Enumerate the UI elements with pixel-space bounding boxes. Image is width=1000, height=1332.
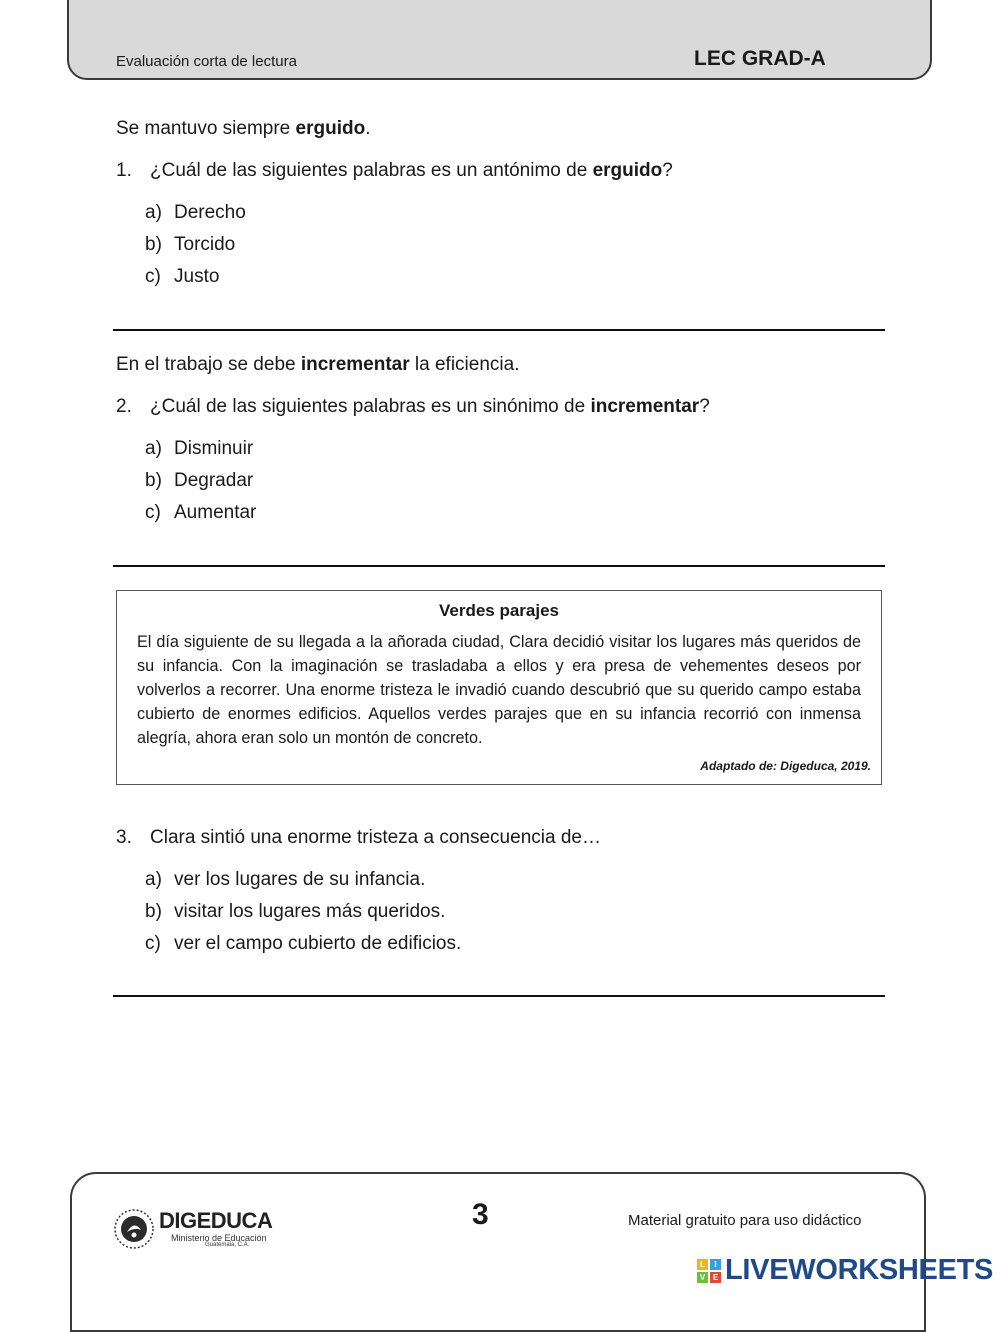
q1-stem: Se mantuvo siempre erguido. xyxy=(116,118,371,139)
q1-option-a[interactable]: a) Derecho xyxy=(145,202,246,223)
header-code: LEC GRAD-A xyxy=(694,47,826,70)
reading-box xyxy=(116,590,882,785)
reading-title: Verdes parajes xyxy=(438,601,560,620)
q2-option-b[interactable]: b) Degradar xyxy=(145,470,254,491)
reading-text: El día siguiente de su llegada a la añorada ciudad, Clara decidió visitar los lugares más queridos de su infancia. Con la imaginación se trasladaba a ellos y era presa de vehementes deseos por volverlos a recorrer. Una enorme tristeza le invadió cuando descubrió que su querido campo estaba cubierto de enormes edificios. Aquellos verdes parajes que en su infancia recorrió con inmensa alegría, ahora eran solo un montón de concreto. xyxy=(137,633,861,747)
q2-option-c[interactable]: c) Aumentar xyxy=(145,502,257,523)
reading-source: Adaptado de: Digeduca, 2019. xyxy=(700,759,871,773)
q1-option-c[interactable]: c) Justo xyxy=(145,266,220,287)
divider xyxy=(113,995,885,997)
q2-question: 2. ¿Cuál de las siguientes palabras es un sinónimo de incrementar? xyxy=(116,396,710,417)
digeduca-logo: DIGEDUCA Ministerio de Educación Guatemala, C.A. xyxy=(113,1204,288,1254)
q3-question: 3. Clara sintió una enorme tristeza a consecuencia de… xyxy=(116,827,601,848)
divider xyxy=(113,329,885,331)
q2-stem: En el trabajo se debe incrementar la eficiencia. xyxy=(116,354,520,375)
q2-option-a[interactable]: a) Disminuir xyxy=(145,438,254,459)
divider xyxy=(113,565,885,567)
q3-option-b[interactable]: b) visitar los lugares más queridos. xyxy=(145,901,446,922)
q1-option-b[interactable]: b) Torcido xyxy=(145,234,236,255)
liveworksheets-watermark: L I V E LIVEWORKSHEETS xyxy=(697,1255,997,1287)
liveworksheets-logo-icon: L I V E xyxy=(697,1259,723,1283)
page-number: 3 xyxy=(472,1198,489,1231)
header-title: Evaluación corta de lectura xyxy=(116,53,297,70)
footer-note: Material gratuito para uso didáctico xyxy=(628,1212,862,1229)
ministry-seal-icon xyxy=(113,1208,155,1250)
q3-option-a[interactable]: a) ver los lugares de su infancia. xyxy=(145,869,426,890)
q1-question: 1. ¿Cuál de las siguientes palabras es un antónimo de erguido? xyxy=(116,160,673,181)
q3-option-c[interactable]: c) ver el campo cubierto de edificios. xyxy=(145,933,462,954)
